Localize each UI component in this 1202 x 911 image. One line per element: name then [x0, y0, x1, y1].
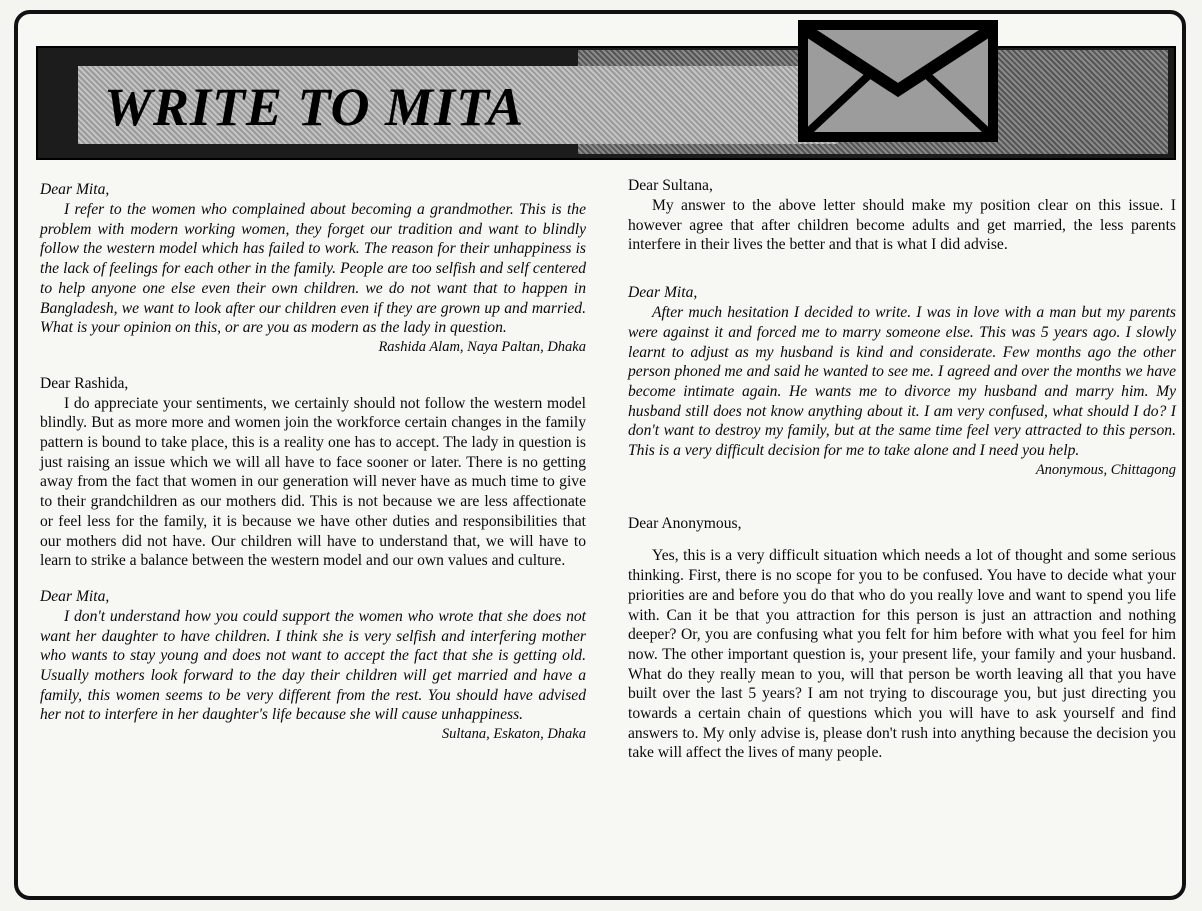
letter-salutation: Dear Mita, [40, 181, 110, 198]
reply-body: Yes, this is a very difficult situation which needs a lot of thought and some serious thinking. First, there is no scope for you to be confused. You have to decide what your priorities are and before you do that who do you really love and want to spend you life with. Can it be that you attraction for this person is just an attraction and nothing deeper? Or, you are confusing what you felt for him before with what you feel for him now. The other important question is, your present life, your family and your husband. What do they really mean to you, will that person be worth leaving all that you have built over the last 5 years? I am not trying to discourage you, but just directing you towards a certain chain of questions which you will have to ask yourself and find answers to. My only advise is, please don't rush into anything because the decision you take will affect the lives of many people. [628, 547, 1176, 762]
letter-body: I don't understand how you could support the women who wrote that she does not want her daughter to have children. I think she is very selfish and interfering mother who wants to stay young and does not want to accept the fact that she is getting old. Usually mothers look forward to the day their children will get married and have a family, this women seems to be very different from the rest. You should have advised her not to interfere in her daughter's life because she will cause unhappiness. [40, 607, 586, 724]
letter-salutation: Dear Mita, [628, 284, 698, 302]
column-banner [36, 46, 1176, 160]
envelope-icon [798, 20, 998, 142]
reply-salutation: Dear Sultana, [628, 177, 713, 194]
letter-signature: Rashida Alam, Naya Paltan, Dhaka [378, 338, 586, 355]
reply-salutation: Dear Anonymous, [628, 515, 742, 533]
letter-body: After much hesitation I decided to write. I was in love with a man but my parents were against it and forced me to marry someone else. This was 5 years ago. I slowly learnt to adjust as my husband is kind and considerate. Few months ago the other person phoned me and said he wanted to see me. I agreed and over the months we have become intimate again. He wants me to divorce my husband and marry him. My husband still does not know anything about it. I am very confused, what should I do? I don't want to destroy my family, but at the same time feel very attracted to this person. This is a very difficult decision for me to take alone and I need you help. [628, 304, 1176, 460]
reply-anonymous [628, 514, 1176, 763]
reply-body: I do appreciate your sentiments, we certainly should not follow the western model blindly. But as more more and women join the workforce certain changes in the family pattern is bound to take place, this is a reality one has to accept. The lady in question is just raising an issue which we will all have to face sooner or later. There is no getting away from the fact that women in our generation will never have as much time to give to their grandchildren as our mothers did. This is not because we are less affectionate or feel less for the family, it is because we have other duties and responsibilities that our mothers did not have. Our children will have to understand that, we will have to learn to strike a balance between the western model and our own values and culture. [40, 394, 586, 570]
reply-rashida [40, 374, 586, 571]
left-column [40, 180, 586, 745]
letter-rashida [40, 180, 586, 358]
letter-signature: Sultana, Eskaton, Dhaka [441, 726, 586, 743]
letter-anonymous [628, 283, 1176, 480]
letter-body: I refer to the women who complained about becoming a grandmother. This is the problem with modern working women, they forget our tradition and want to blindly follow the western model which has failed to work. The reason for their unhappiness is the lack of feelings for each other in the family. People are too selfish and self centered to help anyone one else even their own children. we do not want that to happen in Bangladesh, we want to look after our children even if they are grown up and married. What is your opinion on this, or are you as modern as the lady in question. [40, 201, 586, 337]
reply-body: My answer to the above letter should make my position clear on this issue. I however agree that after children become adults and get married, the less parents interfere in their lives the better and that is what I did advise. [628, 197, 1176, 254]
column-title: WRITE TO MITA [104, 77, 525, 137]
letter-sultana [40, 587, 586, 745]
reply-sultana [628, 176, 1176, 255]
letter-salutation: Dear Mita, [40, 587, 110, 605]
right-column [628, 176, 1176, 763]
letter-signature: Anonymous, Chittagong [1035, 461, 1176, 478]
reply-salutation: Dear Rashida, [40, 374, 129, 392]
